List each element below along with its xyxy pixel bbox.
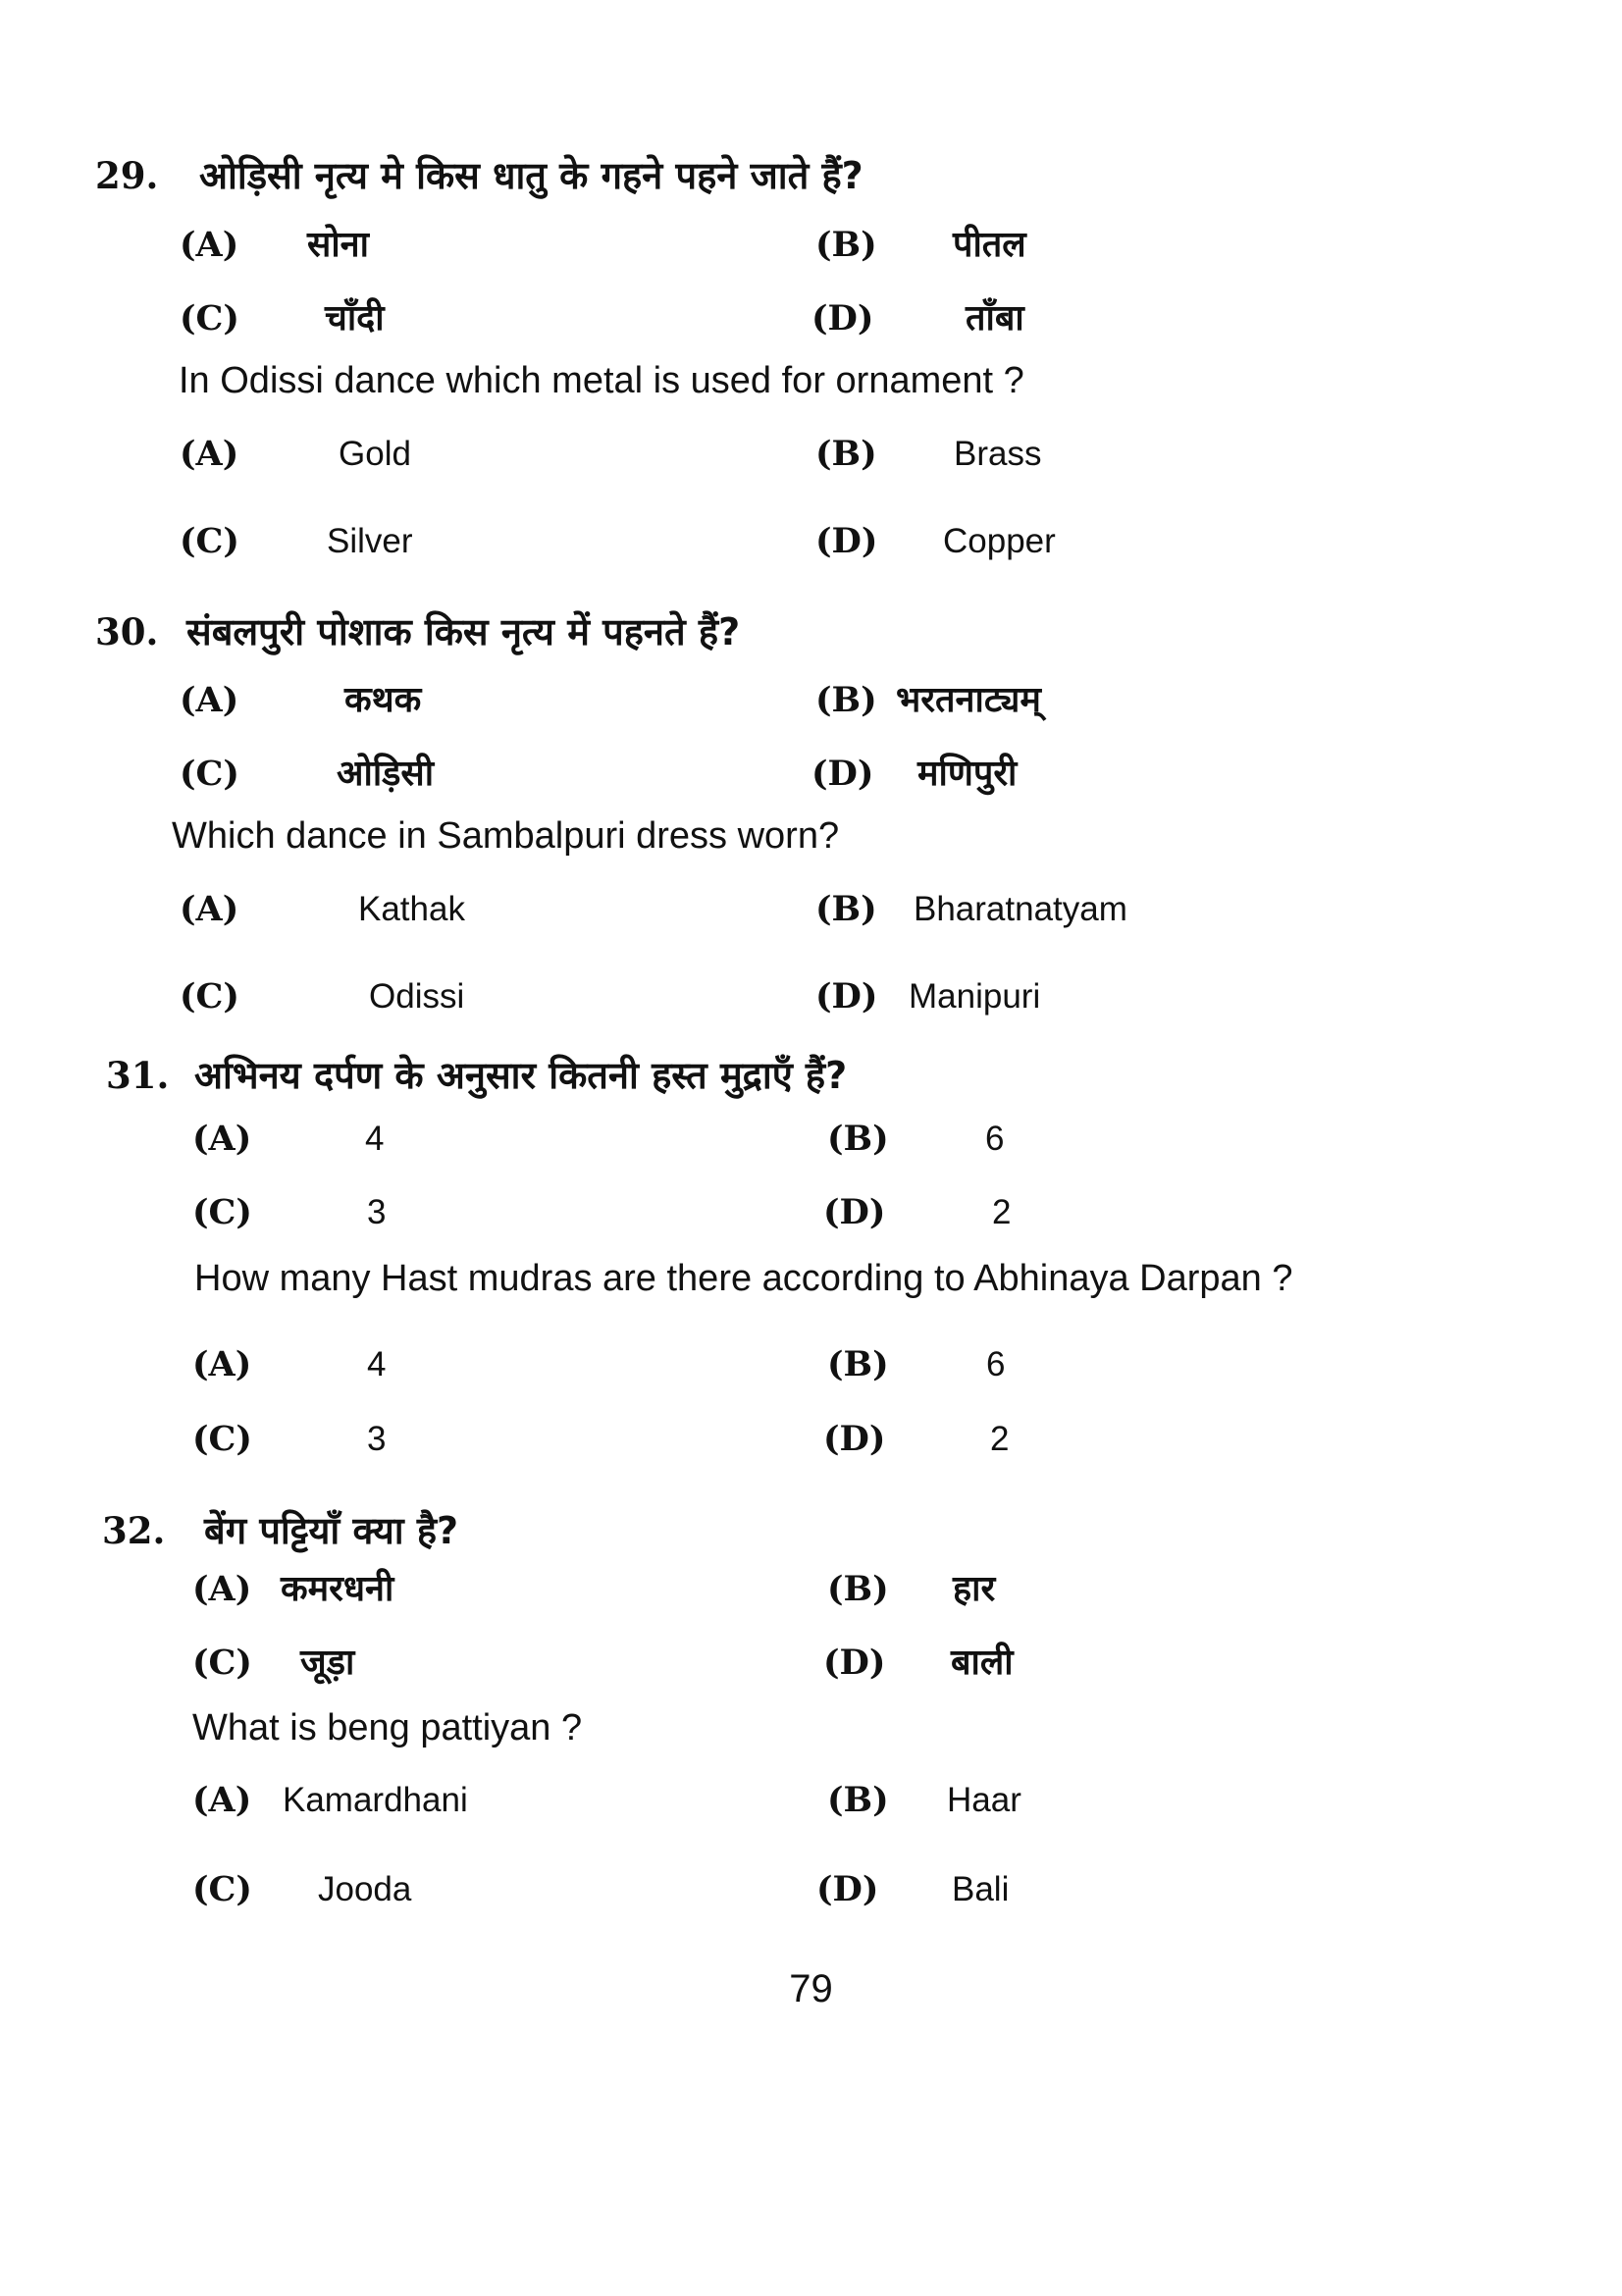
- question-hindi-text: ओड़िसी नृत्य मे किस धातु के गहने पहने जाते हैं?: [199, 154, 863, 197]
- hindi-option-a: [180, 674, 421, 722]
- option-letter: (A): [180, 889, 239, 929]
- option-text: ओड़िसी: [337, 754, 435, 794]
- english-option-c: [180, 976, 464, 1017]
- option-letter: (B): [827, 1344, 889, 1384]
- hindi-option-c: [192, 1192, 386, 1232]
- hindi-option-b: [815, 219, 1026, 267]
- option-letter: (C): [192, 1643, 252, 1683]
- option-letter: (B): [827, 1119, 889, 1159]
- option-letter: (C): [192, 1869, 252, 1909]
- option-text: Jooda: [318, 1870, 412, 1908]
- option-text: Gold: [339, 435, 411, 473]
- hindi-option-b: [827, 1119, 1004, 1159]
- option-text: भरतनाट्यम्: [896, 680, 1041, 720]
- option-letter: (C): [192, 1419, 252, 1459]
- page-number: 79: [789, 1967, 833, 2010]
- option-letter: (D): [823, 1643, 886, 1683]
- option-text: 2: [990, 1420, 1010, 1458]
- question-hindi-row: [106, 1049, 847, 1100]
- question-hindi-row: [95, 605, 740, 656]
- option-text: बाली: [951, 1643, 1014, 1683]
- english-option-b: [815, 434, 1041, 474]
- option-letter: (D): [811, 298, 874, 339]
- option-letter: (A): [192, 1119, 252, 1159]
- question-number: 30.: [95, 610, 159, 653]
- option-letter: (D): [815, 976, 878, 1017]
- option-text: कथक: [344, 680, 422, 720]
- option-text: ताँबा: [966, 298, 1024, 339]
- english-option-d: [815, 976, 1040, 1017]
- option-letter: (A): [192, 1780, 252, 1820]
- option-text: चाँदी: [325, 298, 385, 339]
- hindi-option-d: [811, 292, 1024, 340]
- english-option-d: [816, 1869, 1009, 1909]
- english-option-a: [180, 434, 411, 474]
- option-text: Kamardhani: [283, 1781, 468, 1819]
- option-letter: (B): [815, 889, 877, 929]
- option-letter: (A): [192, 1344, 252, 1384]
- option-text: हार: [953, 1569, 996, 1609]
- question-hindi-text: अभिनय दर्पण के अनुसार कितनी हस्त मुद्राएँ हैं?: [194, 1054, 848, 1097]
- english-option-c: [192, 1419, 386, 1459]
- option-text: Odissi: [369, 977, 465, 1016]
- option-letter: (B): [827, 1780, 889, 1820]
- option-text: Bharatnatyam: [914, 890, 1127, 928]
- option-text: सोना: [307, 225, 369, 265]
- option-letter: (D): [815, 521, 878, 561]
- option-text: Copper: [943, 522, 1056, 560]
- english-option-c: [192, 1869, 411, 1909]
- question-hindi-text: बेंग पट्टियाँ क्या है?: [204, 1509, 459, 1552]
- english-option-b: [827, 1780, 1021, 1820]
- question-hindi-row: [102, 1504, 458, 1555]
- option-text: Bali: [952, 1870, 1010, 1908]
- question-english-text: Which dance in Sambalpuri dress worn?: [172, 815, 840, 857]
- option-letter: (D): [816, 1869, 879, 1909]
- hindi-option-a: [192, 1563, 393, 1611]
- hindi-option-d: [823, 1637, 1014, 1685]
- question-hindi-row: [95, 149, 863, 200]
- hindi-option-a: [180, 219, 369, 267]
- option-text: जूड़ा: [300, 1643, 355, 1683]
- option-text: 3: [367, 1193, 387, 1231]
- option-letter: (B): [815, 434, 877, 474]
- option-letter: (D): [811, 754, 874, 794]
- option-text: 4: [367, 1345, 387, 1383]
- option-letter: (A): [180, 434, 239, 474]
- english-option-b: [827, 1344, 1005, 1384]
- option-letter: (D): [823, 1192, 886, 1232]
- option-text: Brass: [954, 435, 1042, 473]
- option-letter: (B): [815, 225, 877, 265]
- option-text: 3: [367, 1420, 387, 1458]
- option-text: 6: [986, 1345, 1006, 1383]
- option-text: Manipuri: [909, 977, 1041, 1016]
- hindi-option-b: [815, 674, 1041, 722]
- option-letter: (D): [823, 1419, 886, 1459]
- option-text: 4: [365, 1120, 385, 1158]
- question-number: 32.: [102, 1509, 166, 1552]
- hindi-option-c: [180, 292, 385, 340]
- english-option-c: [180, 521, 413, 561]
- option-letter: (C): [180, 298, 239, 339]
- hindi-option-c: [180, 748, 434, 796]
- option-letter: (C): [180, 976, 239, 1017]
- question-hindi-text: संबलपुरी पोशाक किस नृत्य में पहनते हैं?: [186, 610, 741, 653]
- option-letter: (A): [192, 1569, 252, 1609]
- option-letter: (C): [192, 1192, 252, 1232]
- option-text: कमरधनी: [281, 1569, 394, 1609]
- question-english-text: What is beng pattiyan ?: [192, 1707, 583, 1748]
- hindi-option-a: [192, 1119, 384, 1159]
- option-letter: (C): [180, 754, 239, 794]
- option-letter: (C): [180, 521, 239, 561]
- question-english-text: How many Hast mudras are there according to Abhinaya Darpan ?: [194, 1258, 1293, 1299]
- hindi-option-b: [827, 1563, 995, 1611]
- english-option-b: [815, 889, 1127, 929]
- question-english-text: In Odissi dance which metal is used for ornament ?: [179, 360, 1024, 401]
- option-text: 2: [992, 1193, 1012, 1231]
- option-text: Kathak: [358, 890, 465, 928]
- option-text: मणिपुरी: [917, 754, 1018, 794]
- english-option-a: [192, 1344, 386, 1384]
- option-text: Haar: [947, 1781, 1021, 1819]
- option-letter: (A): [180, 680, 239, 720]
- hindi-option-c: [192, 1637, 354, 1685]
- option-letter: (B): [815, 680, 877, 720]
- english-option-d: [823, 1419, 1009, 1459]
- option-text: 6: [985, 1120, 1005, 1158]
- hindi-option-d: [823, 1192, 1011, 1232]
- question-number: 31.: [106, 1054, 170, 1097]
- question-number: 29.: [95, 154, 159, 197]
- english-option-a: [180, 889, 465, 929]
- option-letter: (A): [180, 225, 239, 265]
- english-option-d: [815, 521, 1056, 561]
- hindi-option-d: [811, 748, 1017, 796]
- option-text: Silver: [327, 522, 413, 560]
- option-letter: (B): [827, 1569, 889, 1609]
- english-option-a: [192, 1780, 468, 1820]
- option-text: पीतल: [953, 225, 1026, 265]
